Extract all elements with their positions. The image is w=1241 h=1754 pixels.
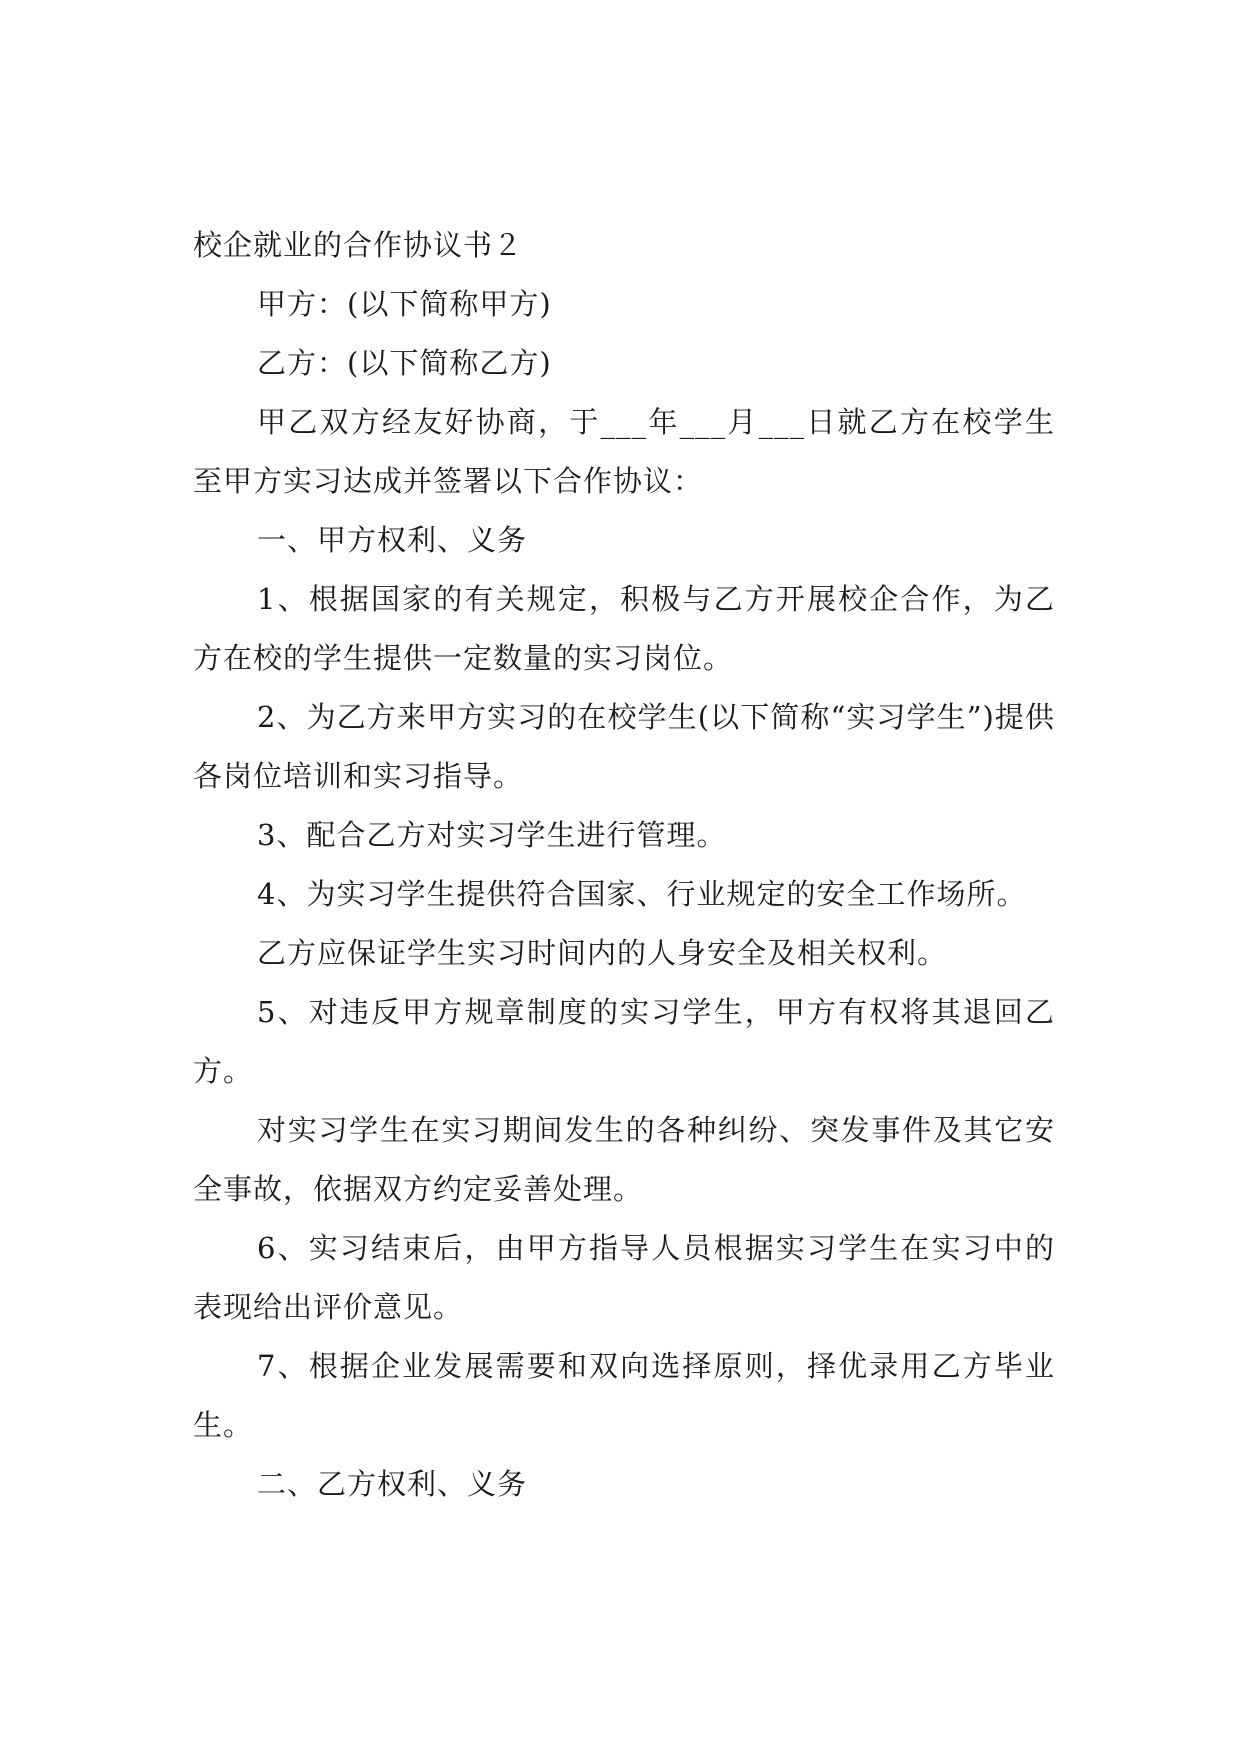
section-heading-party-b: 二、乙方权利、义务	[257, 1467, 528, 1501]
paragraph-party-a: 甲方：(以下简称甲方)	[257, 287, 552, 321]
paragraph-intro: 甲乙双方经友好协商，于___年___月___日就乙方在校学生至甲方实习达成并签署以下合作协议：	[193, 405, 1055, 498]
paragraph-item-2: 2、为乙方来甲方实习的在校学生(以下简称“实习学生”)提供各岗位培训和实习指导。	[193, 700, 1055, 793]
paragraph-safety: 乙方应保证学生实习时间内的人身安全及相关权利。	[257, 936, 948, 970]
paragraph-item-5: 5、对违反甲方规章制度的实习学生，甲方有权将其退回乙方。	[193, 995, 1055, 1088]
paragraph-party-b: 乙方：(以下简称乙方)	[257, 346, 552, 380]
paragraph-item-7: 7、根据企业发展需要和双向选择原则，择优录用乙方毕业生。	[193, 1349, 1055, 1442]
paragraph-item-1: 1、根据国家的有关规定，积极与乙方开展校企合作，为乙方在校的学生提供一定数量的实习岗位。	[193, 582, 1055, 675]
paragraph-item-4: 4、为实习学生提供符合国家、行业规定的安全工作场所。	[257, 877, 1027, 911]
section-heading-party-a: 一、甲方权利、义务	[257, 523, 528, 557]
document-page	[193, 216, 1055, 1514]
document-title: 校企就业的合作协议书２	[193, 228, 524, 262]
paragraph-disputes: 对实习学生在实习期间发生的各种纠纷、突发事件及其它安全事故，依据双方约定妥善处理。	[193, 1113, 1055, 1206]
paragraph-item-3: 3、配合乙方对实习学生进行管理。	[257, 818, 727, 852]
paragraph-item-6: 6、实习结束后，由甲方指导人员根据实习学生在实习中的表现给出评价意见。	[193, 1231, 1055, 1324]
